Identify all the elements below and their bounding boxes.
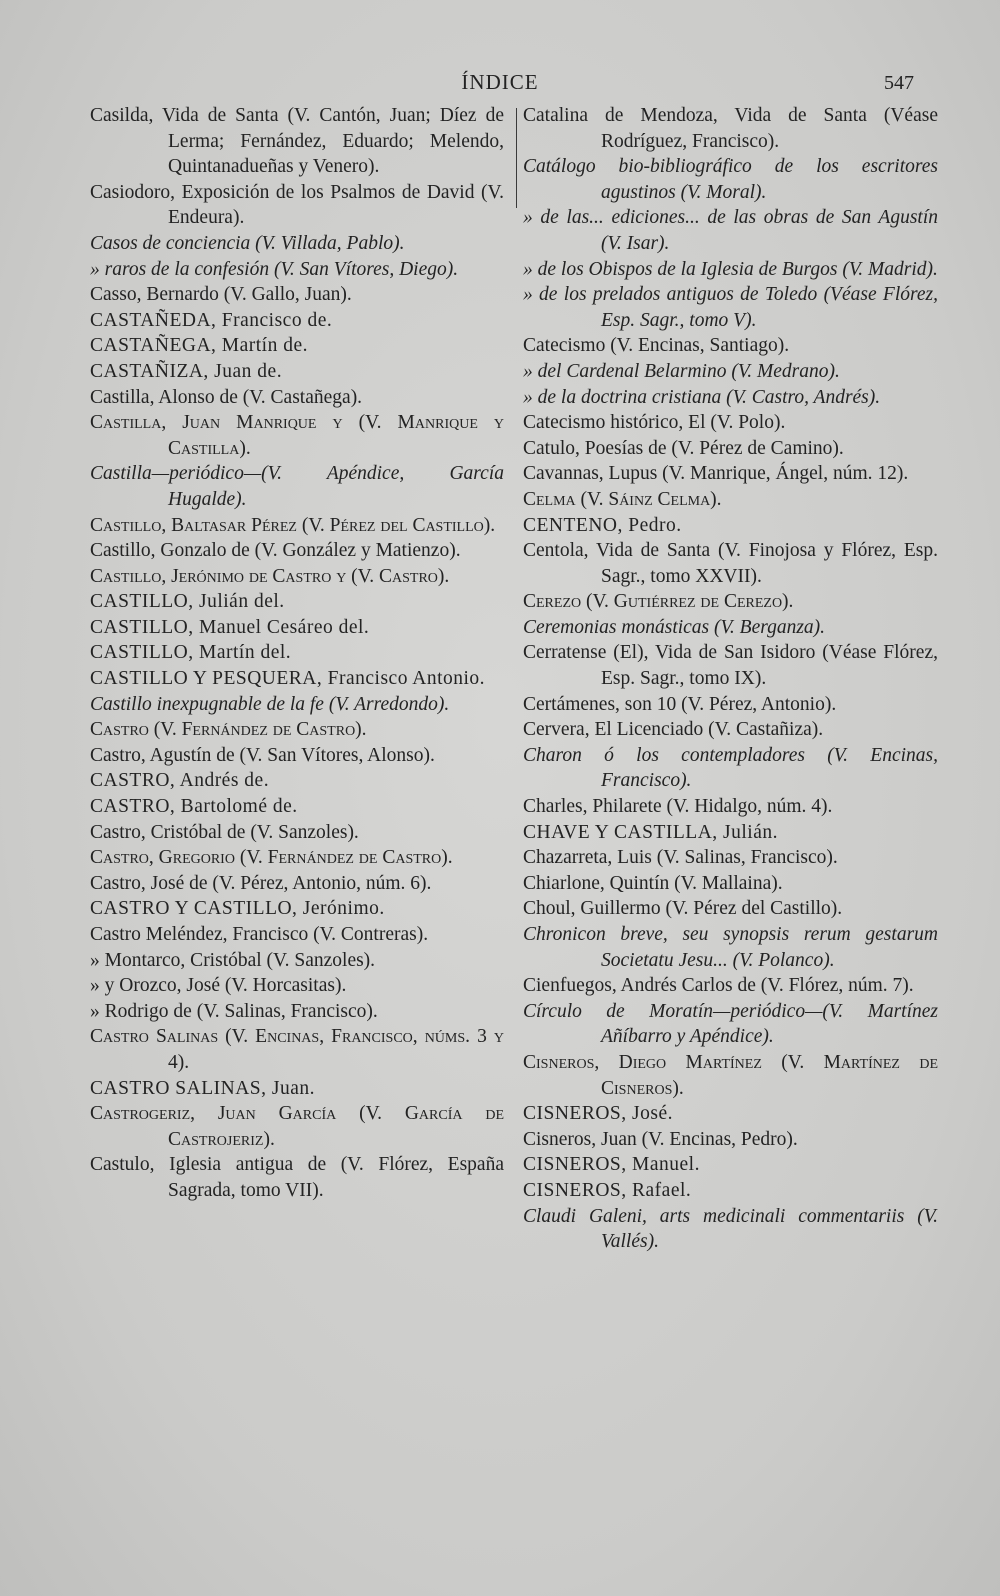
index-entry: » Rodrigo de (V. Salinas, Francisco). (90, 1000, 378, 1022)
index-entry: Cavannas, Lupus (V. Manrique, Ángel, núm. 12). (523, 463, 909, 485)
index-entry: Catulo, Poesías de (V. Pérez de Camino). (523, 437, 844, 459)
index-entry: Chiarlone, Quintín (V. Mallaina). (523, 872, 783, 894)
index-entry: Castilla, Juan Manrique y (V. Manrique y Castilla). (90, 412, 504, 459)
index-entry: CISNEROS, Manuel. (523, 1154, 700, 1176)
index-entry: Cienfuegos, Andrés Carlos de (V. Flórez, núm. 7). (523, 975, 914, 997)
index-entry: Catalina de Mendoza, Vida de Santa (Véase Rodríguez, Francisco). (523, 105, 938, 152)
index-entry: Centola, Vida de Santa (V. Finojosa y Flórez, Esp. Sagr., tomo XXVII). (523, 540, 938, 587)
index-entry: Círculo de Moratín—periódico—(V. Martínez Añíbarro y Apéndice). (523, 1000, 938, 1048)
index-entry: CASTAÑEGA, Martín de. (90, 335, 309, 357)
index-entry: Castillo, Gonzalo de (V. González y Matienzo). (90, 540, 461, 562)
index-entry: CENTENO, Pedro. (523, 514, 682, 536)
index-entry: Castilla—periódico—(V. Apéndice, García Hugalde). (90, 463, 504, 510)
index-entry: Cerratense (El), Vida de San Isidoro (Véase Flórez, Esp. Sagr., tomo IX). (523, 642, 938, 690)
page-header-title: ÍNDICE (461, 70, 539, 94)
index-entry: Castillo, Jerónimo de Castro y (V. Castro). (90, 565, 450, 587)
index-entry: Chronicon breve, seu synopsis rerum gestarum Societatu Jesu... (V. Polanco). (523, 924, 938, 971)
index-entry: Catálogo bio-bibliográfico de los escritores agustinos (V. Moral). (523, 156, 938, 203)
index-entry: Casiodoro, Exposición de los Psalmos de David (V. Endeura). (90, 181, 504, 229)
index-entry: » de las... ediciones... de las obras de San Agustín (V. Isar). (523, 207, 938, 254)
index-entry: Catecismo (V. Encinas, Santiago). (523, 335, 790, 357)
index-entry: » de los prelados antiguos de Toledo (Véase Flórez, Esp. Sagr., tomo V). (523, 284, 938, 331)
index-entry: » Montarco, Cristóbal (V. Sanzoles). (90, 949, 376, 971)
index-entry: » raros de la confesión (V. San Vítores, Diego). (90, 258, 459, 280)
index-entry: CASTAÑIZA, Juan de. (90, 360, 283, 382)
index-entry: Cisneros, Diego Martínez (V. Martínez de Cisneros). (523, 1051, 938, 1099)
index-entry: CASTILLO, Martín del. (90, 642, 292, 664)
index-entry: CASTRO SALINAS, Juan. (90, 1077, 316, 1099)
index-entry: Castro, José de (V. Pérez, Antonio, núm. 6). (90, 872, 432, 894)
index-entry: Castillo inexpugnable de la fe (V. Arredondo). (90, 693, 450, 715)
index-entry: Casos de conciencia (V. Villada, Pablo). (90, 232, 405, 254)
index-entry: Castillo, Baltasar Pérez (V. Pérez del Castillo). (90, 514, 496, 536)
right-column (523, 103, 938, 1255)
index-entry: Chazarreta, Luis (V. Salinas, Francisco). (523, 847, 838, 869)
index-entry: Castro, Gregorio (V. Fernández de Castro). (90, 847, 453, 869)
page-number: 547 (884, 72, 914, 94)
index-entry: Choul, Guillermo (V. Pérez del Castillo). (523, 898, 843, 920)
index-entry: CASTRO Y CASTILLO, Jerónimo. (90, 898, 385, 920)
index-entry: Certámenes, son 10 (V. Pérez, Antonio). (523, 693, 837, 715)
index-entry: Cerezo (V. Gutiérrez de Cerezo). (523, 591, 794, 613)
index-entry: Castulo, Iglesia antigua de (V. Flórez, España Sagrada, tomo VII). (90, 1154, 504, 1201)
index-entry: Castro, Cristóbal de (V. Sanzoles). (90, 821, 359, 843)
index-entry: Castro (V. Fernández de Castro). (90, 719, 367, 741)
index-entry: » de los Obispos de la Iglesia de Burgos (V. Madrid). (523, 258, 938, 280)
index-entry: Charles, Philarete (V. Hidalgo, núm. 4). (523, 796, 833, 818)
index-entry: Castilla, Alonso de (V. Castañega). (90, 386, 363, 408)
index-entry: CASTRO, Bartolomé de. (90, 796, 298, 818)
index-entry: Catecismo histórico, El (V. Polo). (523, 412, 786, 434)
index-entry: CASTRO, Andrés de. (90, 770, 270, 792)
index-entry: CASTAÑEDA, Francisco de. (90, 309, 333, 331)
left-column (90, 103, 504, 1204)
index-entry: Ceremonias monásticas (V. Berganza). (523, 616, 826, 638)
index-entry: CISNEROS, Rafael. (523, 1179, 692, 1201)
index-entry: CHAVE Y CASTILLA, Julián. (523, 821, 778, 843)
index-entry: Castro, Agustín de (V. San Vítores, Alonso). (90, 744, 435, 766)
index-entry: CASTILLO, Manuel Cesáreo del. (90, 616, 370, 638)
index-entry: Claudi Galeni, arts medicinali commentariis (V. Vallés). (523, 1205, 938, 1253)
index-entry: Charon ó los contempladores (V. Encinas, Francisco). (523, 744, 938, 792)
index-entry: CISNEROS, José. (523, 1103, 673, 1125)
index-entry: Cisneros, Juan (V. Encinas, Pedro). (523, 1128, 798, 1150)
index-entry: CASTILLO Y PESQUERA, Francisco Antonio. (90, 668, 486, 690)
index-entry: » del Cardenal Belarmino (V. Medrano). (523, 360, 840, 382)
index-entry: » de la doctrina cristiana (V. Castro, Andrés). (523, 386, 881, 408)
index-entry: Castro Salinas (V. Encinas, Francisco, núms. 3 y 4). (90, 1026, 504, 1073)
index-entry: Cervera, El Licenciado (V. Castañiza). (523, 719, 824, 741)
index-entry: Celma (V. Sáinz Celma). (523, 488, 722, 510)
index-entry: CASTILLO, Julián del. (90, 591, 285, 613)
index-entry: Casilda, Vida de Santa (V. Cantón, Juan; Díez de Lerma; Fernández, Eduardo; Melendo, Quintanadueñas y Venero). (90, 105, 504, 178)
column-divider (516, 108, 517, 208)
index-entry: » y Orozco, José (V. Horcasitas). (90, 975, 347, 997)
index-entry: Castro Meléndez, Francisco (V. Contreras). (90, 924, 429, 945)
index-entry: Castrogeriz, Juan García (V. García de Castrojeriz). (90, 1103, 504, 1150)
index-entry: Casso, Bernardo (V. Gallo, Juan). (90, 284, 352, 306)
